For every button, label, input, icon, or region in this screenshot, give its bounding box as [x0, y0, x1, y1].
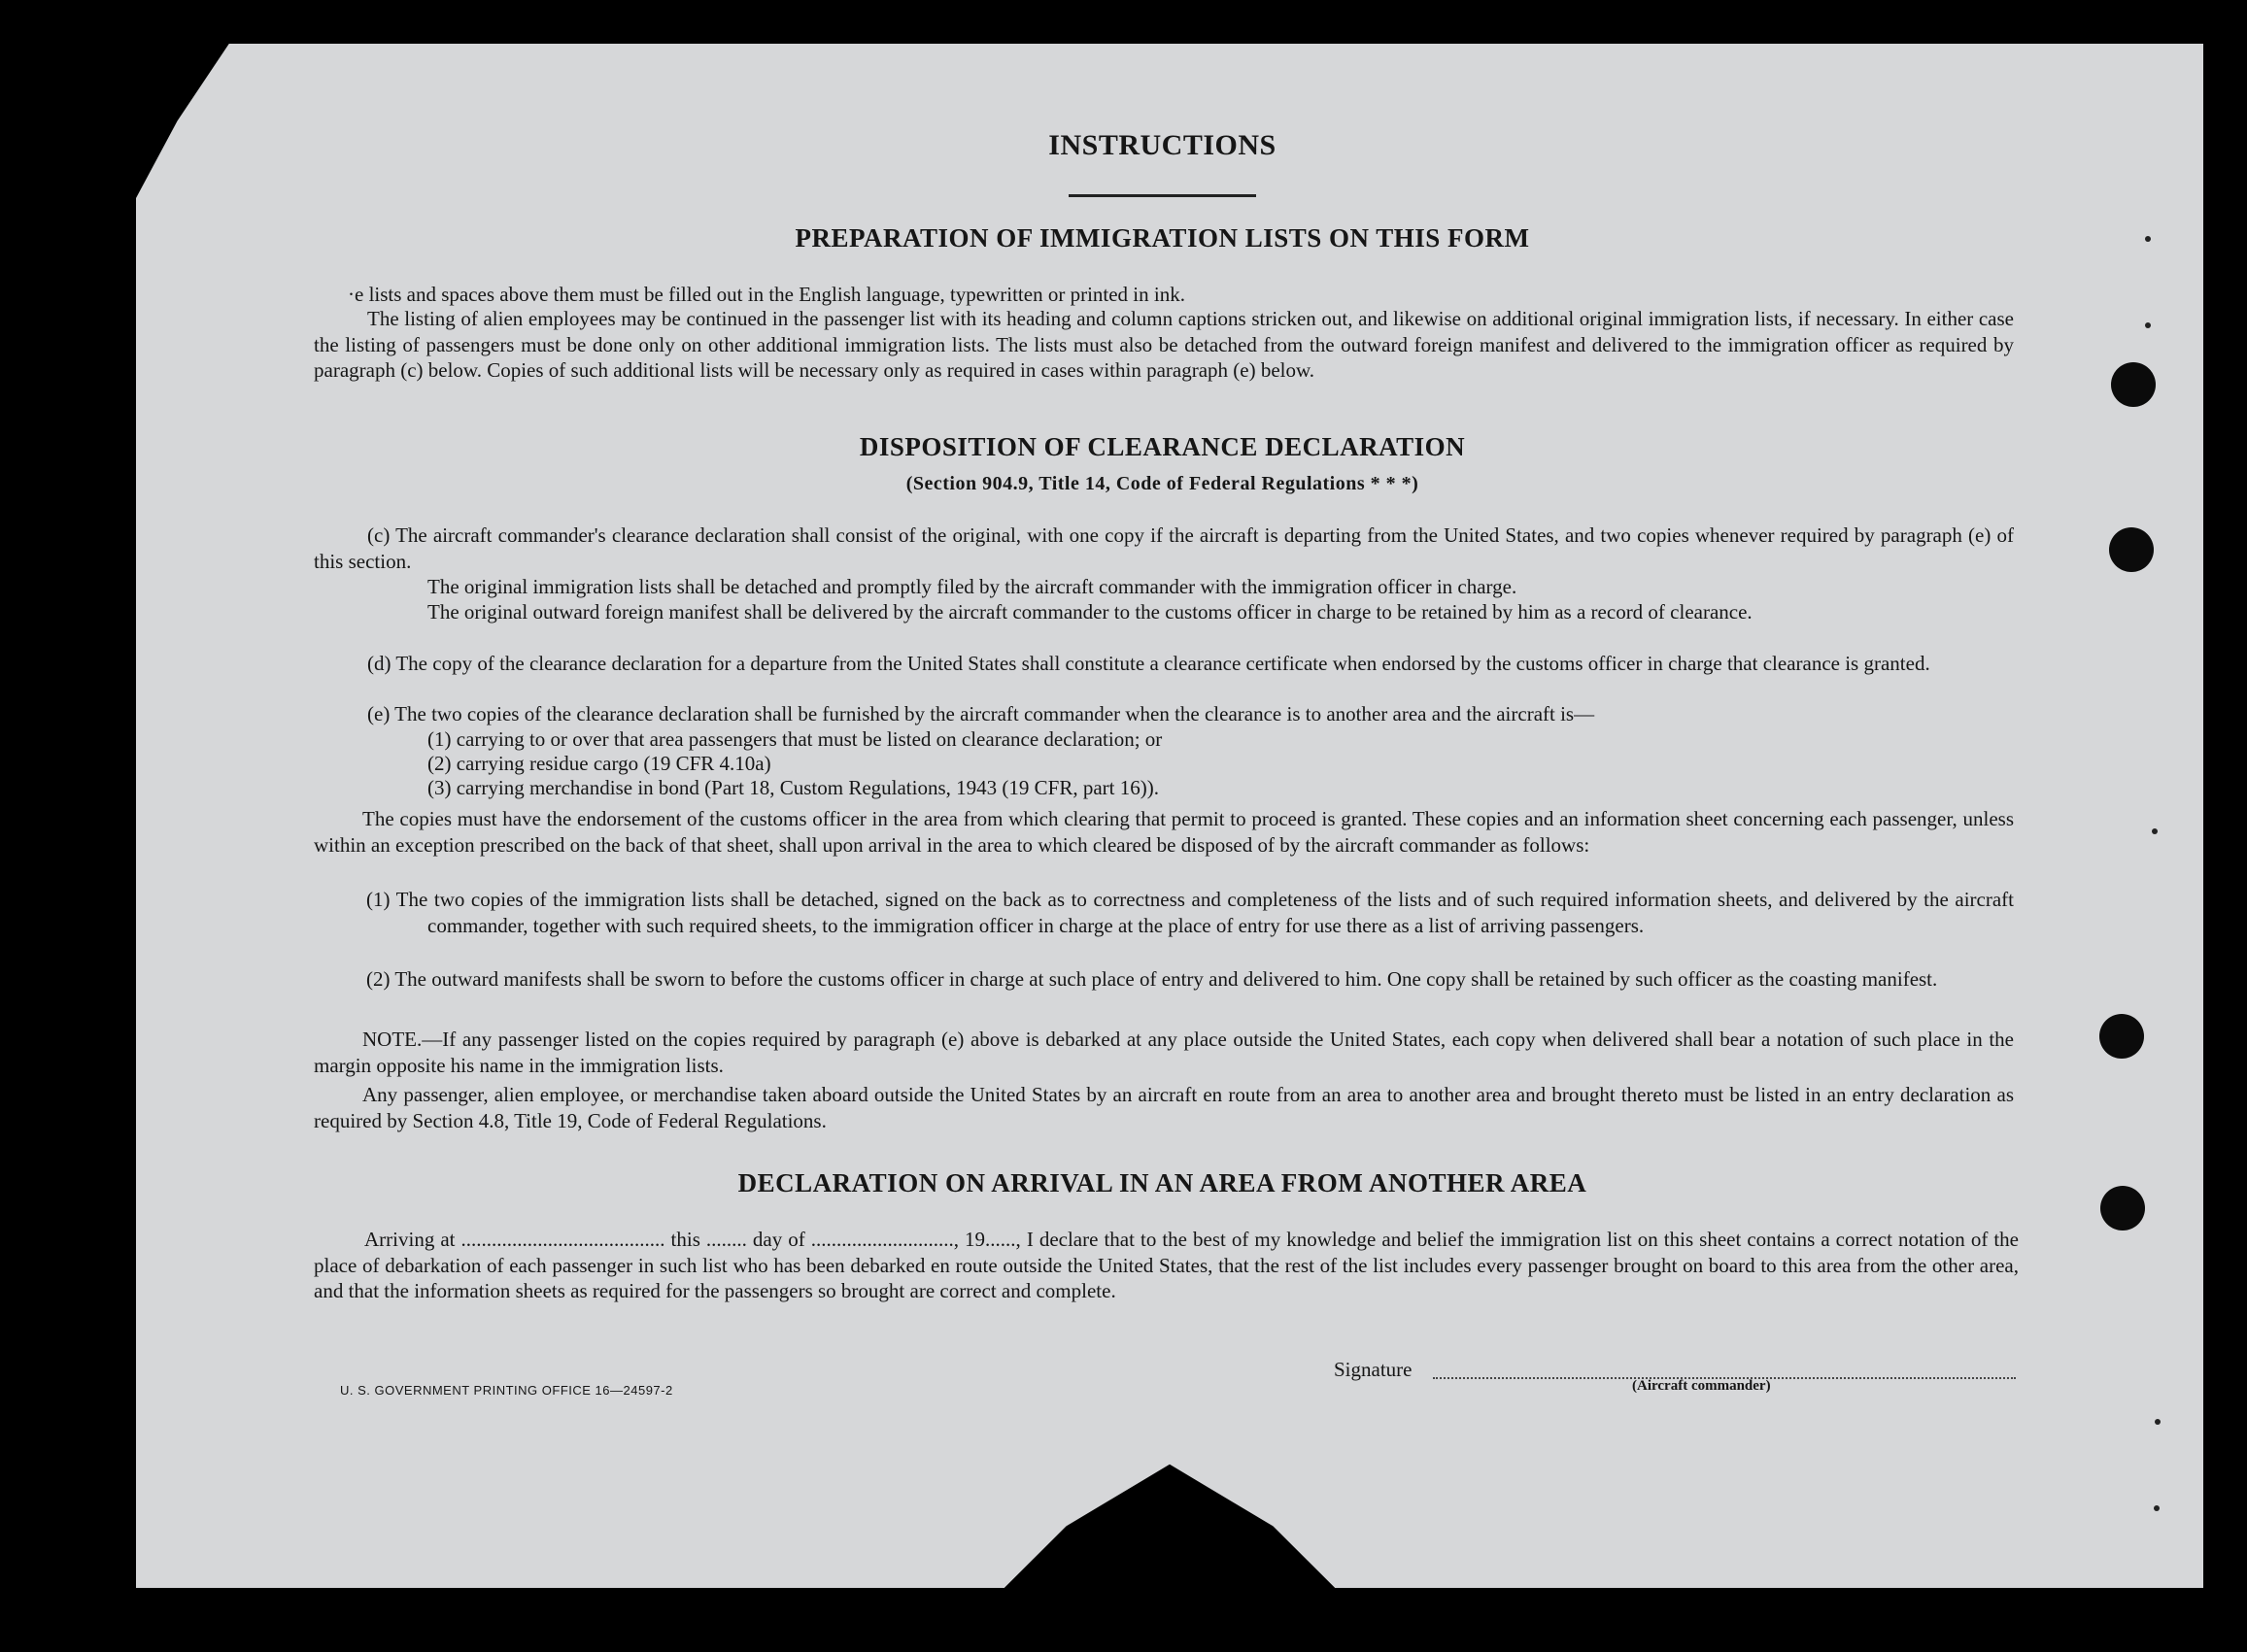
declaration-paragraph: Arriving at ........................................ this ........ day of ............................, 19......, I declare that to the best of my knowledge and belief the immigration list on this sheet contains a correct notation of the place of debarkation of each passenger in such list who has been debarked en route outside the United States, that the rest of the list includes every passenger brought on board to this area from the other area, and that the information sheets as required for the passengers so brought are correct and complete.	[314, 1228, 2019, 1302]
numbered-item-2: (2) The outward manifests shall be sworn to before the customs officer in charge at such place of entry and delivered to him. One copy shall be retained by such officer as the coasting manifest.	[366, 967, 1938, 991]
punch-hole	[2111, 362, 2156, 407]
signature-caption: (Aircraft commander)	[1632, 1378, 1771, 1394]
preparation-paragraph: The listing of alien employees may be continued in the passenger list with its heading and column captions stricken out, and likewise on additional original immigration lists, if necessary. In either case the listing of passengers must be done only on other additional immigration lists. The lists must also be detached from the outward foreign manifest and delivered to the immigration officer as required by paragraph (c) below. Copies of such additional lists will be necessary only as required in cases within paragraph (e) below.	[314, 307, 2014, 382]
paragraph-copies: The copies must have the endorsement of the customs officer in the area from which clearing that permit to proceed is granted. These copies and an information sheet concerning each passenger, unless within an exception prescribed on the back of that sheet, shall upon arrival in the area to which cleared be disposed of by the aircraft commander as follows:	[314, 807, 2014, 857]
paragraph-e: (e) The two copies of the clearance declaration shall be furnished by the aircraft commander when the clearance is to another area and the aircraft is—	[367, 702, 1595, 725]
page-title: INSTRUCTIONS	[1048, 129, 1277, 161]
section-heading-declaration: DECLARATION ON ARRIVAL IN AN AREA FROM ANOTHER AREA	[737, 1168, 1587, 1197]
numbered-item-1: (1) The two copies of the immigration lists shall be detached, signed on the back as to correctness and completeness of the lists and of such required information sheets, and delivered by the aircraft commander, together with such required sheets, to the immigration officer in charge at the place of entry for use there as a list of arriving passengers.	[366, 888, 2014, 937]
speck	[2152, 828, 2158, 834]
signature-line[interactable]	[1433, 1358, 2016, 1379]
paragraph-c: (c) The aircraft commander's clearance declaration shall consist of the original, with one copy if the aircraft is departing from the United States, and two copies whenever required by paragraph (e) of this section.	[314, 523, 2014, 573]
speck	[2145, 236, 2151, 242]
punch-hole	[2100, 1186, 2145, 1231]
list-item: (3) carrying merchandise in bond (Part 18, Custom Regulations, 1943 (19 CFR, part 16)).	[427, 776, 1159, 799]
entry-paragraph: Any passenger, alien employee, or merchandise taken aboard outside the United States by an aircraft en route from an area to another area and brought thereto must be listed in an entry declaration as required by Section 4.8, Title 19, Code of Federal Regulations.	[314, 1083, 2014, 1132]
signature-label: Signature	[1334, 1358, 1413, 1381]
section-subheading: (Section 904.9, Title 14, Code of Federal Regulations * * *)	[905, 473, 1419, 494]
speck	[2155, 1419, 2161, 1425]
title-rule	[1069, 194, 1256, 197]
speck	[2145, 322, 2151, 328]
paragraph-d: (d) The copy of the clearance declaration for a departure from the United States shall constitute a clearance certificate when endorsed by the customs officer in charge that clearance is granted.	[367, 652, 1930, 675]
printer-imprint: U. S. GOVERNMENT PRINTING OFFICE 16—24597-2	[340, 1383, 673, 1398]
paragraph-c-lists: The original immigration lists shall be detached and promptly filed by the aircraft commander with the immigration officer in charge.	[427, 575, 1517, 598]
section-heading-preparation: PREPARATION OF IMMIGRATION LISTS ON THIS FORM	[795, 223, 1530, 253]
list-item: (1) carrying to or over that area passengers that must be listed on clearance declaration; or	[427, 727, 1163, 751]
punch-hole	[2099, 1014, 2144, 1059]
section-heading-disposition: DISPOSITION OF CLEARANCE DECLARATION	[859, 432, 1466, 461]
list-item: (2) carrying residue cargo (19 CFR 4.10a)	[427, 752, 771, 775]
note-paragraph: NOTE.—If any passenger listed on the copies required by paragraph (e) above is debarked at any place outside the United States, each copy when delivered shall bear a notation of such place in the margin opposite his name in the immigration lists.	[314, 1028, 2014, 1077]
preparation-line-1: ·e lists and spaces above them must be filled out in the English language, typewritten or printed in ink.	[348, 283, 1185, 306]
paragraph-c-manifest: The original outward foreign manifest shall be delivered by the aircraft commander to the customs officer in charge to be retained by him as a record of clearance.	[427, 600, 1753, 624]
speck	[2154, 1505, 2160, 1511]
punch-hole	[2109, 527, 2154, 572]
